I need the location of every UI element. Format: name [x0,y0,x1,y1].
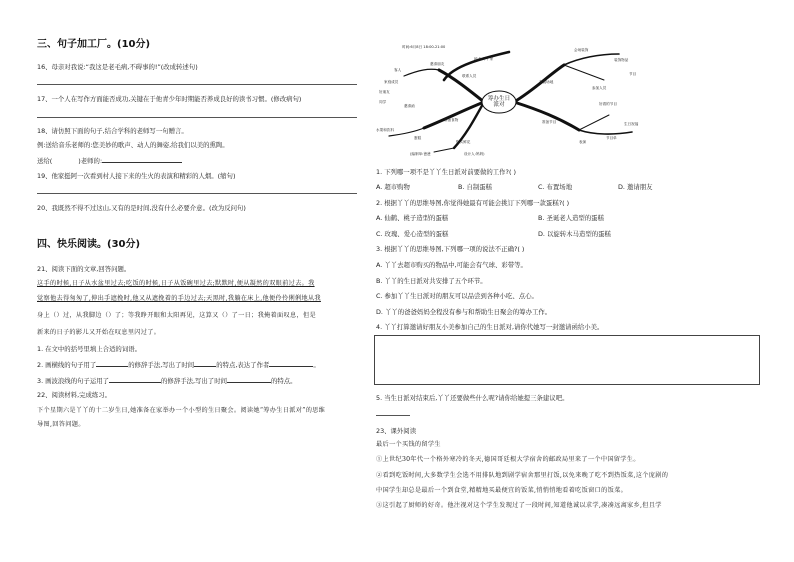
question-19: 19、他家挺阿一次看到村人接下来的生火的表演和精彩的人烟。(缩句) [37,172,236,180]
answer-line-rq5[interactable] [376,415,410,416]
mm-node-cake: 蛋糕 [414,136,422,140]
q23-para-3: 中国学生却总是最后一个到食堂,精精地买最便宜的饭菜,悄悄悄地看着吃饭窗口的饭菜。 [376,487,628,494]
rq3-opt-a[interactable]: A. 丫丫去超市购买的物品中,可能会有气球、彩带等。 [376,261,527,269]
answer-line-17[interactable] [37,117,357,118]
mindmap-caption-left: (编制单:爸爸 [410,152,431,156]
passage-line-2: 觉察他去得匆匆了,伸出手遮挽时,他又从遮挽着的手边过去;天黑时,我躺在床上,他便伶伶俐俐地从我 [37,295,321,302]
mm-node-good-show: 好看的节目 [599,102,617,106]
question-17: 17、一个人在写作方面能否成功,关键在于他青少年时期能否养成良好的读书习惯。(修改病句) [37,95,302,103]
mm-node-invite: 邀请朋友 [430,62,445,66]
rq3-opt-c[interactable]: C. 参加丫丫生日派对的朋友可以品尝到各种小吃、点心。 [376,292,538,300]
q23-para-1: ①上世纪30年代一个格外寒冷的冬天,德国哥廷根大学宿舍的邮政局里来了一个中国留学生。 [376,456,640,463]
q23-title: 最后一个买钱的留学生 [376,441,441,448]
sub2-part-d: 。 [313,361,320,369]
mindmap-caption-right: 设计人:妈妈) [464,152,485,156]
passage-line-1: 这手的时候,日子从水盆里过去;吃饭的时候,日子从饭碗里过去;默默时,便从凝然的双眼前过去。我 [37,280,315,287]
mm-node-contacts: 联系人员 [462,74,477,78]
rq5: 5. 当生日派对结束后,丫丫还要做些什么呢?请你给她提三条建议吧。 [376,394,569,402]
mindmap-figure [374,40,674,160]
answer-line-16[interactable] [37,84,357,85]
mindmap-svg [374,40,674,160]
rq1: 1. 下列哪一项不是丫丫生日派对前要做的工作?( ) [376,168,516,176]
rq4: 4. 丫丫打算邀请好朋友小美参加自己的生日派对,请你代她写一封邀请函给小美。 [376,323,604,331]
question-21: 21、阅读下面的文章,回答问题。 [37,265,131,273]
sub-question-3 [37,376,297,385]
rq2: 2. 根据丫丫的思维导图,你觉得她最有可能会挑订下列哪一款蛋糕?( ) [376,199,570,207]
sub3-part-b: 的修辞手法,写出了时间 [161,377,227,385]
mm-node-family: 家庭成员 [384,80,399,84]
q23-para-2: ②看到吃饭时间,大多数学生会选不用排队地到剧学宿舍那里打饭,以免来晚了吃不到热饭菜,这个庞剧的 [376,472,669,479]
rq3: 3. 根据丫丫的思维导图,下列哪一项的说法不正确?( ) [376,245,525,253]
right-column [374,0,794,562]
sub2-part-a: 2. 画横线的句子用了 [37,361,97,369]
passage-line-4: 新来的日子的影儿又开始在叹息里闪过了。 [37,329,161,336]
rq1-opt-d[interactable]: D. 邀请朋友 [618,183,653,191]
mm-node-decorate: 布置场地 [539,80,554,84]
rq2-opt-d[interactable]: D. 以旋转木马造型的蛋糕 [538,230,611,238]
sub3-part-c: 的特点。 [270,377,297,385]
question-22: 22、阅读材料,完成练习。 [37,391,112,399]
sub-question-2 [37,360,320,369]
mindmap-center-label: 筹办生日派对 [487,96,511,108]
rq1-opt-c[interactable]: C. 布置场地 [538,183,573,191]
mm-node-participants: 参加人员 [592,86,607,90]
fill-mid: )老师的: [78,157,103,165]
sub3-part-a: 3. 画波浪线的句子运用了 [37,377,110,385]
section4-heading: 四、快乐阅读。(30分) [37,239,141,250]
rq2-opt-b[interactable]: B. 圣诞老人造型的蛋糕 [538,214,604,222]
branch-food [424,102,484,128]
mm-node-deco-items: 装饰物品 [614,58,629,62]
question-18: 18、请仿照下面的句子,结合学科的老师写一句赠言。 [37,127,188,135]
subject-blank[interactable] [52,157,78,163]
rq2-opt-c[interactable]: C. 玫瑰、爱心造型的蛋糕 [376,230,449,238]
mm-node-guests: 客人 [394,68,402,72]
mm-node-prepare-show: 准备节目 [542,120,557,124]
rq1-opt-a[interactable]: A. 超市购物 [376,183,410,191]
rq2-opt-a[interactable]: A. 仙鹤、桃子造型的蛋糕 [376,214,449,222]
passage-line-3: 身上（）过，从我脚边（）了；等我睁开眼和太阳再见，这算又（）了一日；我掩着面叹息，但是 [37,312,316,319]
feeling-blank[interactable] [269,360,313,367]
fill-prefix: 送给( [37,157,53,165]
sub2-part-c: 的特点,表达了作者 [216,361,270,369]
mm-node-venue-deco: 会场装饰 [574,48,589,52]
question-20: 20、我既然不得不过这山,又有的是时间,没有什么必要介意。(改为反问句) [37,204,246,212]
branch-program [514,102,579,130]
mm-node-perform: 表演 [579,140,587,144]
section3-heading: 三、句子加工厂。(10分) [37,39,151,50]
mm-node-program-list: 节目单 [606,136,617,140]
mm-node-show: 节目 [629,72,637,76]
mm-node-food: 准备食物 [444,118,459,122]
rq1-opt-b[interactable]: B. 自制蛋糕 [458,183,493,191]
mm-node-classmates: 同学 [379,100,387,104]
mm-node-fruit: 水果和饮料 [376,128,394,132]
question-16: 16、母亲对我说:“我这是老毛病,不碍事的!”(改成转述句) [37,63,198,71]
question-23: 23、课外阅读 [376,427,417,435]
message-blank[interactable] [102,156,182,163]
invitation-answer-box[interactable] [374,335,760,385]
feature-blank[interactable] [194,360,216,367]
mm-node-invitation: 邀请函 [404,104,415,108]
q22-text-2: 导图,回答问题。 [37,421,85,428]
question-18-example: 例:送给音乐老师的:您美妙的歌声、动人的舞姿,给我们以美的熏陶。 [37,141,229,149]
question-18-fill [37,156,182,165]
sub2-part-b: 的修辞手法,写出了时间 [128,361,195,369]
left-column [0,0,370,562]
rhetoric-blank[interactable] [96,360,128,367]
mm-node-friends: 好朋友 [379,90,390,94]
rq3-opt-b[interactable]: B. 丫丫的生日派对共安排了五个环节。 [376,277,487,285]
mm-node-place: 地点:丫丫家 [474,57,494,61]
sub-question-1: 1. 在文中的括号里填上合适的词语。 [37,345,141,353]
rq3-opt-d[interactable]: D. 丫丫的爸爸妈妈全程没有参与和帮助生日聚会的筹办工作。 [376,308,552,316]
mm-node-wishes: 生日祝福 [624,122,639,126]
mm-node-flowers: 购买鲜花 [456,140,471,144]
feature-blank-2[interactable] [227,376,271,383]
q22-text-1: 下个星期六是丫丫的十二岁生日,她准备在家举办一个小型的生日聚会。阅读她“筹办生日派对”的思维 [37,407,326,414]
q23-para-4: ③这引起了厨师的好奇。他注视对这个学生发现过了一段时间,知道他诚以求学,凑凑远离家乡,但且学 [376,502,662,509]
mm-node-time: 时间:6月8日 18:00-21:00 [402,45,446,49]
answer-line-19[interactable] [37,193,357,194]
rhetoric-blank-2[interactable] [109,376,161,383]
